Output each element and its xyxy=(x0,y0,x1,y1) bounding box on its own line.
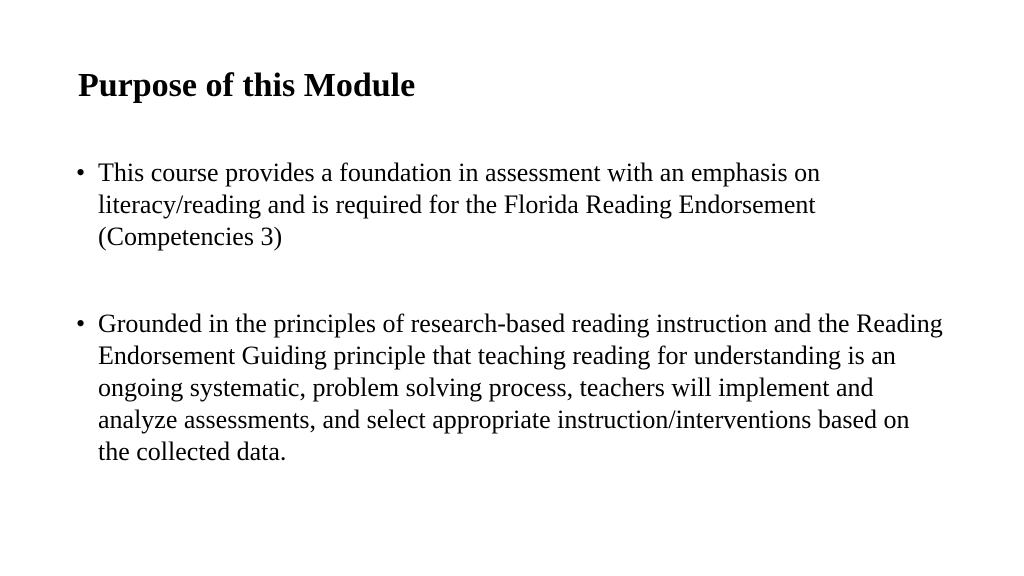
slide-title: Purpose of this Module xyxy=(78,67,416,104)
bullet-text: Grounded in the principles of research-based reading instruction and the Reading Endorsement Guiding principle that teaching reading for understanding is an ongoing systematic, problem solving process, teachers will implement and analyze assessments, and select appropriate instruction/interventions based on the collected data. xyxy=(98,309,943,466)
bullet-item xyxy=(76,157,946,253)
bullet-point-icon: • xyxy=(76,158,86,187)
bullet-point-icon: • xyxy=(76,309,86,338)
bullet-text: This course provides a foundation in assessment with an emphasis on literacy/reading and is required for the Florida Reading Endorsement (Competencies 3) xyxy=(98,158,821,251)
bullet-item xyxy=(76,308,946,468)
